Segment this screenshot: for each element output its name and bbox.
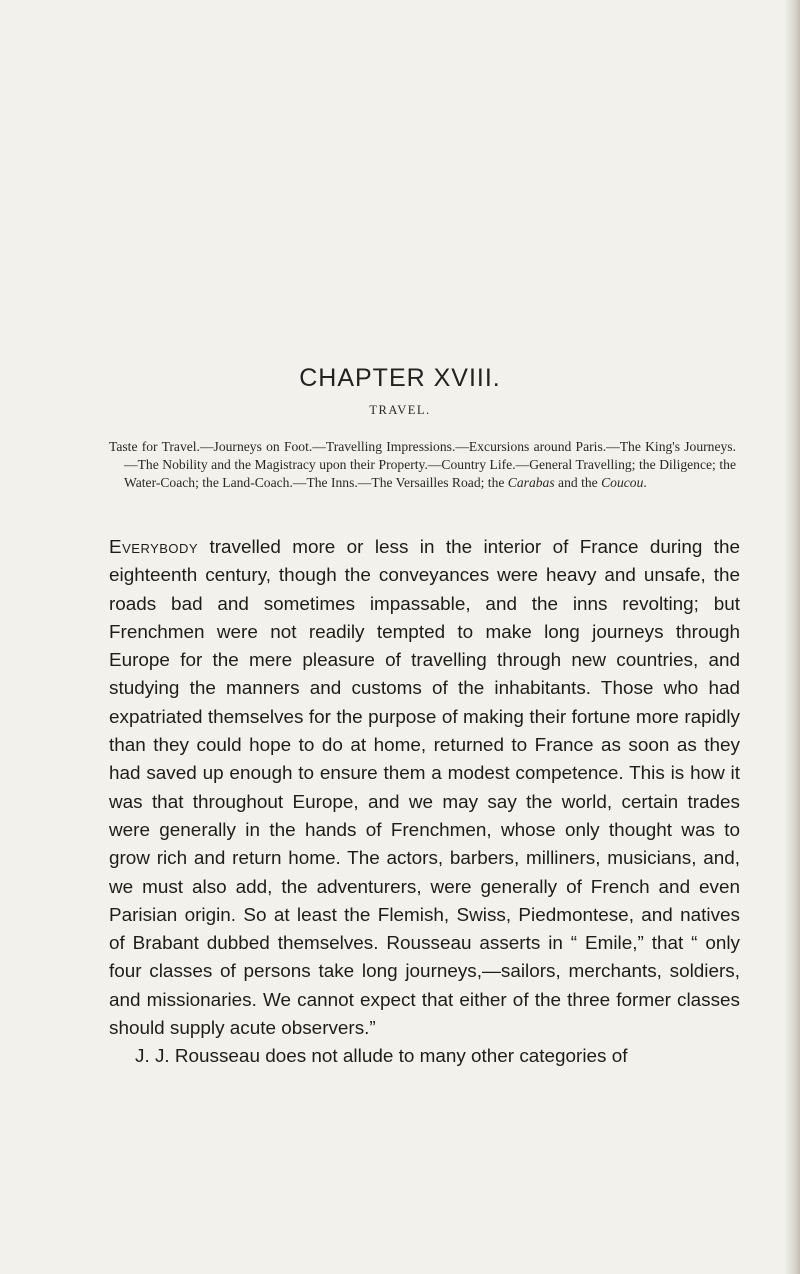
synopsis-italic-carabas: Carabas [507, 475, 555, 490]
paragraph-2: J. J. Rousseau does not allude to many other categories of [135, 1046, 628, 1068]
synopsis-text-3: . [643, 475, 647, 490]
paragraph-1-text: travelled more or less in the interior of France during the eighteenth century, though the conveyances were heavy and unsafe, the roads bad and sometimes impassable, and the inns revolting; but Frenchmen were not readily tempted to make long journeys through Europe for the mere pleasure of travelling through new countries, and studying the manners and customs of the inhabitants. Those who had expatriated themselves for the purpose of making their fortune more rapidly than they could hope to do at home, returned to France as soon as they had saved up enough to ensure them a modest competence. This is how it was that throughout Europe, and we may say the world, certain trades were generally in the hands of Frenchmen, whose only thought was to grow rich and return home. The actors, barbers, milliners, musicians, and, we must also add, the adventurers, were generally of French and even Parisian origin. So at least the Flemish, Swiss, Piedmontese, and natives of Brabant dubbed themselves. Rousseau asserts in “ Emile,” that “ only four classes of persons take long journeys,—sailors, merchants, soldiers, and missionaries. We cannot expect that either of the three former classes should supply acute observers.” [109, 537, 740, 1040]
chapter-heading: CHAPTER XVIII. [299, 364, 501, 392]
synopsis-italic-coucou: Coucou [601, 475, 644, 490]
chapter-title: TRAVEL. [369, 403, 431, 417]
page-edge-shadow [784, 0, 800, 1274]
synopsis-text-1: Taste for Travel.—Journeys on Foot.—Travelling Impressions.—Excursions around Paris.—The King's Journeys.—The Nobility and the Magistracy upon their Property.—Country Life.—General Travelling; the Diligence; the Water-Coach; the Land-Coach.—The Inns.—The Versailles Road; the [109, 439, 736, 490]
lead-word: Everybody [109, 537, 199, 558]
synopsis-text-2: and the [554, 475, 602, 490]
chapter-synopsis [109, 438, 736, 492]
paragraph-1 [109, 534, 740, 1043]
body-text [109, 534, 740, 1072]
